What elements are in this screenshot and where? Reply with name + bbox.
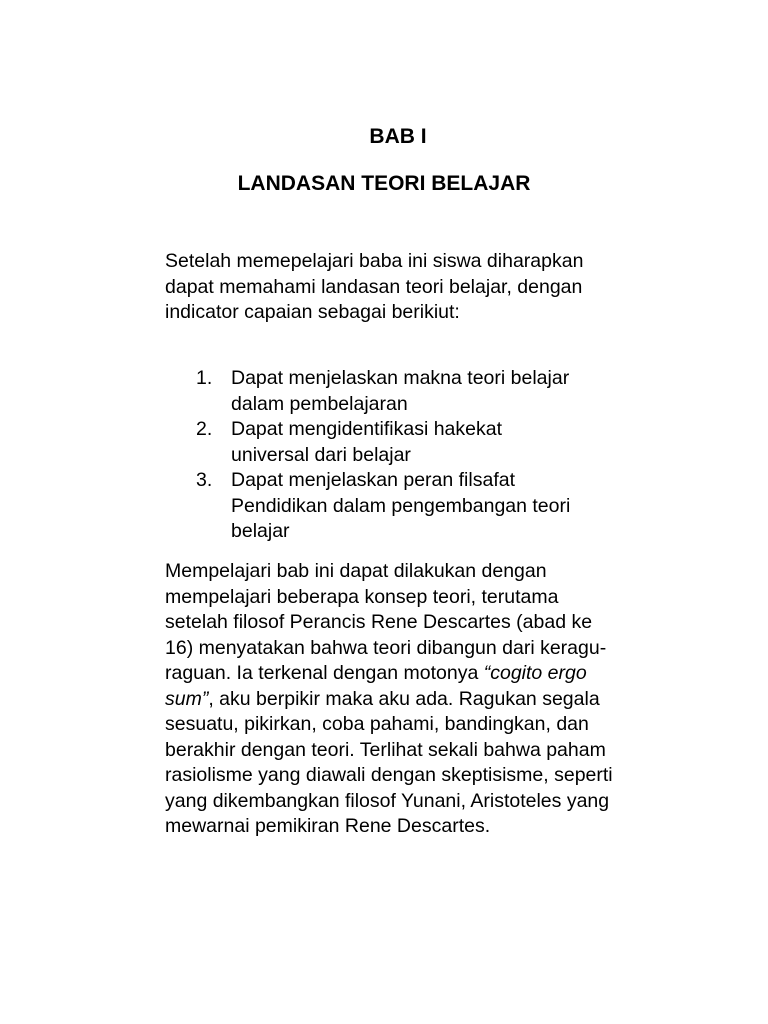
list-item — [196, 468, 616, 545]
chapter-label: BAB I — [369, 125, 427, 148]
list-item-text: Dapat menjelaskan makna teori belajar dalam pembelajaran — [231, 367, 570, 415]
paragraph-text-end: , aku berpikir maka aku ada. Ragukan segala sesuatu, pikirkan, coba pahami, bandingkan, dan berakhir dengan teori. Terlihat sekali bahwa paham rasiolisme yang diawali dengan skeptisisme, seperti yang dikembangkan filosof Yunani, Aristoteles yang mewarnai pemikiran Rene Descartes. — [165, 687, 613, 837]
objectives-list — [196, 366, 616, 545]
list-item-number: 1. — [196, 367, 213, 389]
list-item-number: 3. — [196, 469, 213, 491]
list-item — [196, 366, 616, 417]
body-paragraph — [165, 559, 615, 840]
list-item-text: Dapat menjelaskan peran filsafat Pendidikan dalam pengembangan teori belajar — [231, 469, 571, 542]
list-item — [196, 417, 616, 468]
chapter-title: LANDASAN TEORI BELAJAR — [237, 172, 531, 195]
paragraph-text-start: Mempelajari bab ini dapat dilakukan dengan mempelajari beberapa konsep teori, terutama setelah filosof Perancis Rene Descartes (abad ke 16) menyatakan bahwa teori dibangun dari keragu-raguan. Ia terkenal dengan motonya — [165, 560, 607, 684]
list-item-number: 2. — [196, 418, 213, 440]
intro-paragraph: Setelah memepelajari baba ini siswa diharapkan dapat memahami landasan teori belajar, dengan indicator capaian sebagai berikiut: — [165, 250, 584, 323]
list-item-text: Dapat mengidentifikasi hakekat universal dari belajar — [231, 418, 502, 466]
motto-quote: “cogito ergo sum” — [165, 662, 587, 710]
